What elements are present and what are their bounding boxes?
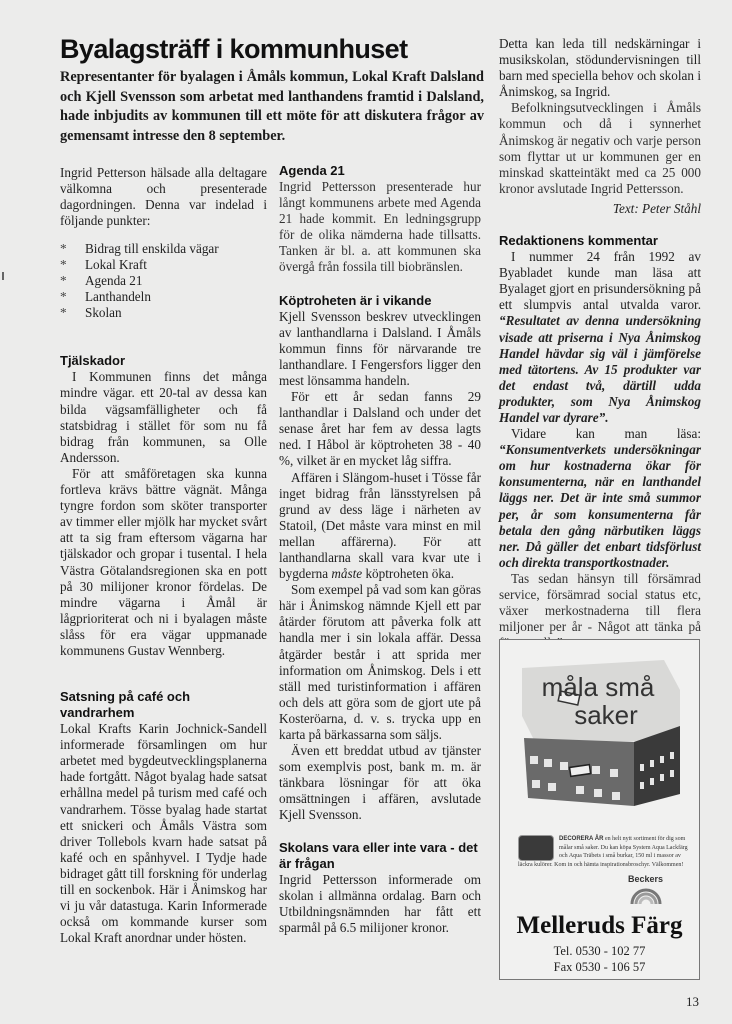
ad-headline-1: måla små (541, 672, 655, 702)
agenda-item: * Skolan (60, 305, 122, 321)
agenda-list (60, 241, 267, 321)
agenda-item: * Lokal Kraft (60, 257, 147, 273)
ad-promo (518, 835, 688, 870)
page-number: 13 (686, 994, 699, 1009)
paragraph: Ingrid Pettersson presenterade hur långt kommunens arbete med Agenda 21 hade kommit. En ledningsgrupp för de olika nämderna hade tillsatts. Tanken är bl. a. att kommunen ska övergå från fossila till biobränslen. (279, 179, 481, 275)
paragraph: Lokal Krafts Karin Jochnick-Sandell informerade församlingen om hur arbetet med bygdeutvecklingsplanerna hade fortgått. Något byalag hade satsat erhållna medel på turism med café och vandrarhem. Tösse byalag hade startat ett snickeri och Åmåls Västra som driver Tollebols kvarn hade satsat på kafé och en spånhyvel. I Tydje hade bidraget gått till forskning för underlag till en sockenbok. Här i Ånimskog har vi ju vår datastuga. Karin Informerade också om kommande kurser som Lokal Kraft anordnar under hösten. (60, 721, 267, 946)
bullet-marker: * (60, 241, 67, 257)
paragraph: Även ett breddat utbud av tjänster som exemplvis post, bank m. m. är tänkbara lösningar för att öka omsättningen i affären, avslutade Kjell Svensson. (279, 743, 481, 823)
section-heading-agenda21: Agenda 21 (279, 163, 345, 178)
bullet-marker: * (60, 273, 67, 289)
paragraph: Ingrid Pettersson informerade om skolan i allmänna ordalag. Barn och Utbildningsnämnden har fått ett sparmål på 6.5 milijoner kronor. (279, 871, 481, 935)
column-2 (279, 163, 481, 936)
paragraph: För att småföretagen ska kunna fortleva krävs bättre vägnät. Många tyngre fordon som sköter transporter av timmer eller mjölk har mycket svårt att ta sig fram eftersom vägarna har tjälskador och gropar i tusental. I hela Västra Götalandsregionen ska en pott på 30 milijoner kronor fördelas. De mindre vägarna i Åmål är lågprioriterat och ni i byalagen måste slåss för era vägar uppmanade kommunens Gustav Wennberg. (60, 465, 267, 658)
paragraph: För ett år sedan fanns 29 lanthandlar i Dalsland och under det senase året har fem av dessa lagts ned. I Håbol är köptroheten 38 - 40 %, vilket är en mycket låg siffra. (279, 389, 481, 469)
agenda-item: * Agenda 21 (60, 273, 143, 289)
paragraph: Detta kan leda till nedskärningar i musikskolan, stödundervisningen till barn med speciella behov och skolan i Ånimskog, sa Ingrid. (499, 36, 701, 100)
article-lead: Representanter för byalagen i Åmåls kommun, Lokal Kraft Dalsland och Kjell Svensson som arbetat med lanthandens framtid i Dalsland, hade inbjudits av kommunen till ett möte för att diskutera frågor av gemensamt intresse den 8 september. (60, 69, 484, 144)
intro-paragraph: Ingrid Petterson hälsade alla deltagare välkomna och presenterade dagordningen. Denna var indelad i följande punkter: (60, 165, 267, 229)
bullet-marker: * (60, 289, 67, 305)
paragraph: Tas sedan hänsyn till försämrad service, försämrad social status etc, växer merkostnaderna till flera miljoner per år - Något att tänka på (499, 570, 701, 635)
rainbow-logo-icon (630, 886, 662, 904)
paragraph: Kjell Svensson beskrev utvecklingen av lanthandlarna i Dalsland. I Åmåls kommun finns för närvarande tre lanthandlare. I Fengersfors ligger den mest lönsamma handeln. (279, 308, 481, 388)
paint-box-illustration (514, 646, 686, 806)
margin-mark (2, 272, 4, 280)
store-fax: Fax 0530 - 106 57 (553, 960, 646, 974)
paragraph: Som exempel på vad som kan göras här i Ånimskog nämnde Kjell ett par åtärder förutom att påverka folk att handla mer i sin lokala affär. Dessa åtgärder består i att sprida mer information om Ånimskog. Dels i ett ställ med turistinformation i affären och dels att göra som de gjort ute på Kosteröarna, d. v. s. trycka upp en karta på bärkassarna som säljs. (279, 582, 481, 742)
quote: “Resultatet av denna undersökning visade att priserna i Nya Ånimskog Handel hävdar sig väl i jämförelse med tätortens. Av 15 produkter var det endast två, därtill udda produkter, som Nya Ånimskog Handel var dyrare”. (499, 313, 701, 425)
promo-text: en helt nytt sortiment för dig som målar små saker. Du kan köpa System Aqua Lackfärg och Aqua Träbets i små burkar, 150 ml i massor av läckra kulörer. Kom in och hämta inspirationsbroschyr. Välkommen! (518, 836, 688, 869)
agenda-item: * Bidrag till enskilda vägar (60, 241, 219, 257)
byline: Text: Peter Ståhl (612, 200, 701, 216)
brush-icon (570, 765, 591, 777)
store-contact (500, 943, 699, 975)
paragraph: Vidare kan man läsa: “Konsumentverkets undersökningar om hur kostnaderna ökar för konsumenterna, när en lanthandel läggs ner. Det är inte små summor per, år som konsumenterna får betala den gång närbutiken läggs ner. Då gäller det enbart tidsförlust och direkta transportkostnader. (499, 426, 701, 570)
store-name: Melleruds Färg (516, 912, 683, 939)
ad-headline-2: saker (574, 700, 638, 730)
paragraph: Affären i Slängom-huset i Tösse får inget bidrag från länsstyrelsen på grund av dess läge i närheten av Statoil, (Det måste vara minst en mil mellan affärerna). För att lanthandlarna skall vara kvar ute i bygderna måste köptroheten öka. (279, 469, 481, 582)
editorial-heading: Redaktionens kommentar (499, 233, 658, 249)
paragraph: Befolkningsutvecklingen i Åmåls kommun och då i synnerhet Ånimskog är negativ och varje person som flyttar ut ur kommunen ger en minskad skatteintäkt med ca 25 000 kronor avslutade Ingrid Pettersson. (499, 100, 701, 196)
paragraph: I Kommunen finns det många mindre vägar. ett 20-tal av dessa kan bilda vägsamfälligheter och få statsbidrag i stället för som nu få bidrag från kommunen, sa Olle Andersson. (60, 369, 267, 465)
emphasis: måste (331, 566, 363, 582)
section-heading-satsning: Satsning på café och vandrarhem (60, 689, 191, 721)
article-title: Byalagsträff i kommunhuset (60, 34, 408, 64)
section-heading-tjalskador: Tjälskador (60, 353, 126, 369)
paint-tin-icon (518, 835, 554, 861)
bullet-marker: * (60, 305, 67, 321)
paragraph: I nummer 24 från 1992 av Byabladet kunde man läsa att Byalaget gjort en prisundersökning på ett slumpvis antal utvalda varor. “Resultatet av denna undersökning visade att priserna i Nya Ånimskog Handel hävdar sig väl i jämförelse med tätortens. Av 15 produkter var det endast två, därtill udda produkter, som Nya Ånimskog Handel var dyrare”. (499, 249, 701, 425)
agenda-item: * Lanthandeln (60, 289, 151, 305)
bullet-marker: * (60, 257, 67, 273)
section-heading-skolan: Skolans vara eller inte vara - det är frågan (279, 839, 478, 871)
column-1 (60, 165, 267, 946)
promo-title: DECORERA ÅR (559, 836, 604, 842)
beckers-logo-text: Beckers (628, 874, 664, 884)
quote: “Konsumentverkets undersökningar om hur kostnaderna ökar för konsumenterna, när en lanthandel läggs ner. Det är inte små summor per, år som konsumenterna får betala den gång närbutiken läggs ner. Då gäller det enbart tidsförlust och direkta transportkostnader. (499, 442, 701, 570)
section-heading-koptrohet: Köptroheten är i vikande (279, 292, 432, 308)
advertisement (499, 639, 700, 980)
store-phone: Tel. 0530 - 102 77 (553, 944, 646, 958)
column-3 (499, 36, 701, 651)
